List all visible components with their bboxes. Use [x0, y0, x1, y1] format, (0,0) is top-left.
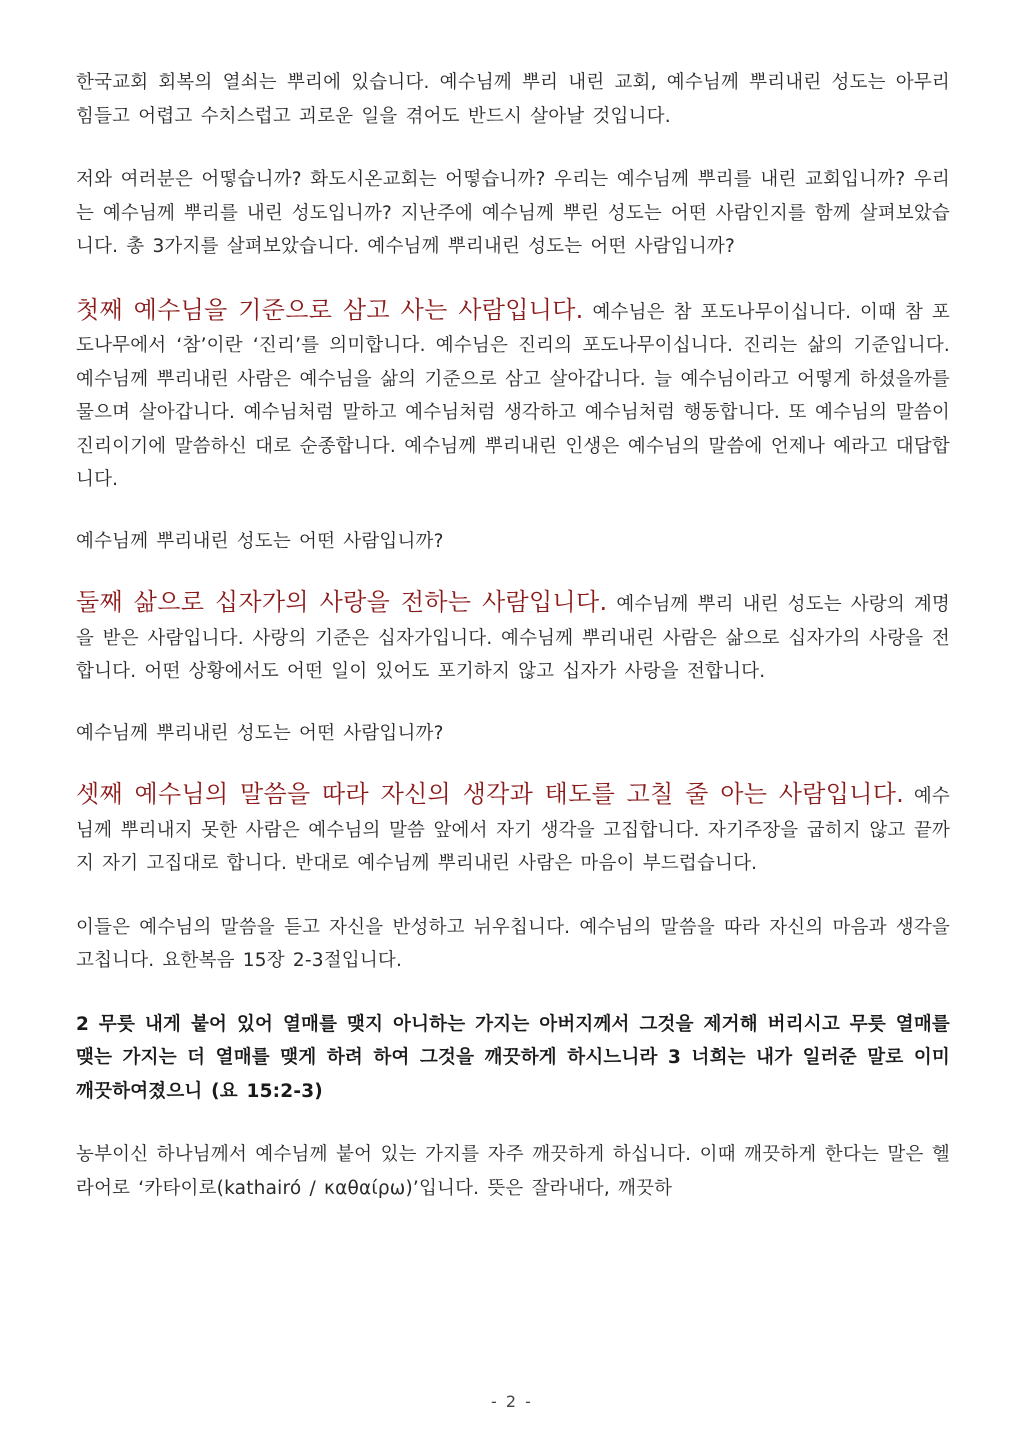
document-page [76, 66, 950, 1235]
third-point-heading: 셋째 예수님의 말씀을 따라 자신의 생각과 태도를 고칠 줄 아는 사람입니다. [76, 780, 905, 808]
page-number: - 2 - [491, 1392, 533, 1411]
third-point-body: 예수님께 뿌리내지 못한 사람은 예수님의 말씀 앞에서 자기 생각을 고집합니다. 자기주장을 굽히지 않고 끝까지 자기 고집대로 합니다. 반대로 예수님께 뿌리내린 사람은 마음이 부드럽습니다. [76, 786, 950, 874]
paragraph-third-point [76, 778, 950, 881]
paragraph-first-point [76, 294, 950, 497]
paragraph-questions: 저와 여러분은 어떻습니까? 화도시온교회는 어떻습니까? 우리는 예수님께 뿌리를 내린 교회입니까? 우리는 예수님께 뿌리를 내린 성도입니까? 지난주에 예수님께 뿌린 성도는 어떤 사람인지를 함께 살펴보았습니다. 총 3가지를 살펴보았습니다. 예수님께 뿌리내린 성도는 어떤 사람입니까? [76, 169, 950, 257]
paragraph-reflection: 이들은 예수님의 말씀을 듣고 자신을 반성하고 뉘우칩니다. 예수님의 말씀을 따라 자신의 마음과 생각을 고칩니다. 요한복음 15장 2-3절입니다. [76, 916, 950, 971]
paragraph-kathairo: 농부이신 하나님께서 예수님께 붙어 있는 가지를 자주 깨끗하게 하십니다. 이때 깨끗하게 한다는 말은 헬라어로 ‘카타이로(kathairó / καθαίρω)’입니다. 뜻은 잘라내다, 깨끗하 [76, 1144, 950, 1199]
scripture-quote: 2 무릇 내게 붙어 있어 열매를 맺지 아니하는 가지는 아버지께서 그것을 제거해 버리시고 무릇 열매를 맺는 가지는 더 열매를 맺게 하려 하여 그것을 깨끗하게 하시느니라 3 너희는 내가 일러준 말로 이미 깨끗하여졌으니 (요 15:2-3) [76, 1013, 950, 1102]
first-point-heading: 첫째 예수님을 기준으로 삼고 사는 사람입니다. [76, 295, 584, 324]
first-point-body: 예수님은 참 포도나무이십니다. 이때 참 포도나무에서 ‘참’이란 ‘진리’를 의미합니다. 예수님은 진리의 포도나무이십니다. 진리는 삶의 기준입니다. 예수님께 뿌리내린 사람은 예수님을 삶의 기준으로 삼고 살아갑니다. 늘 예수님이라고 어떻게 하셨을까를 물으며 살아갑니다. 예수님처럼 말하고 예수님처럼 생각하고 예수님처럼 행동합니다. 또 예수님의 말씀이 진리이기에 말씀하신 대로 순종합니다. 예수님께 뿌리내린 인생은 예수님의 말씀에 언제나 예라고 대답합니다. [76, 301, 950, 490]
second-point-heading: 둘째 삶으로 십자가의 사랑을 전하는 사람입니다. [76, 588, 608, 616]
paragraph-second-point [76, 586, 950, 689]
second-point-body: 예수님께 뿌리 내린 성도는 사랑의 계명을 받은 사람입니다. 사랑의 기준은 십자가입니다. 예수님께 뿌리내린 사람은 삶으로 십자가의 사랑을 전합니다. 어떤 상황에서도 어떤 일이 있어도 포기하지 않고 십자가 사랑을 전합니다. [76, 594, 950, 682]
paragraph-question-repeat-1: 예수님께 뿌리내린 성도는 어떤 사람입니까? [76, 530, 444, 552]
paragraph-intro: 한국교회 회복의 열쇠는 뿌리에 있습니다. 예수님께 뿌리 내린 교회, 예수님께 뿌리내린 성도는 아무리 힘들고 어렵고 수치스럽고 괴로운 일을 겪어도 반드시 살아날 것입니다. [76, 72, 950, 127]
paragraph-question-repeat-2: 예수님께 뿌리내린 성도는 어떤 사람입니까? [76, 722, 444, 744]
